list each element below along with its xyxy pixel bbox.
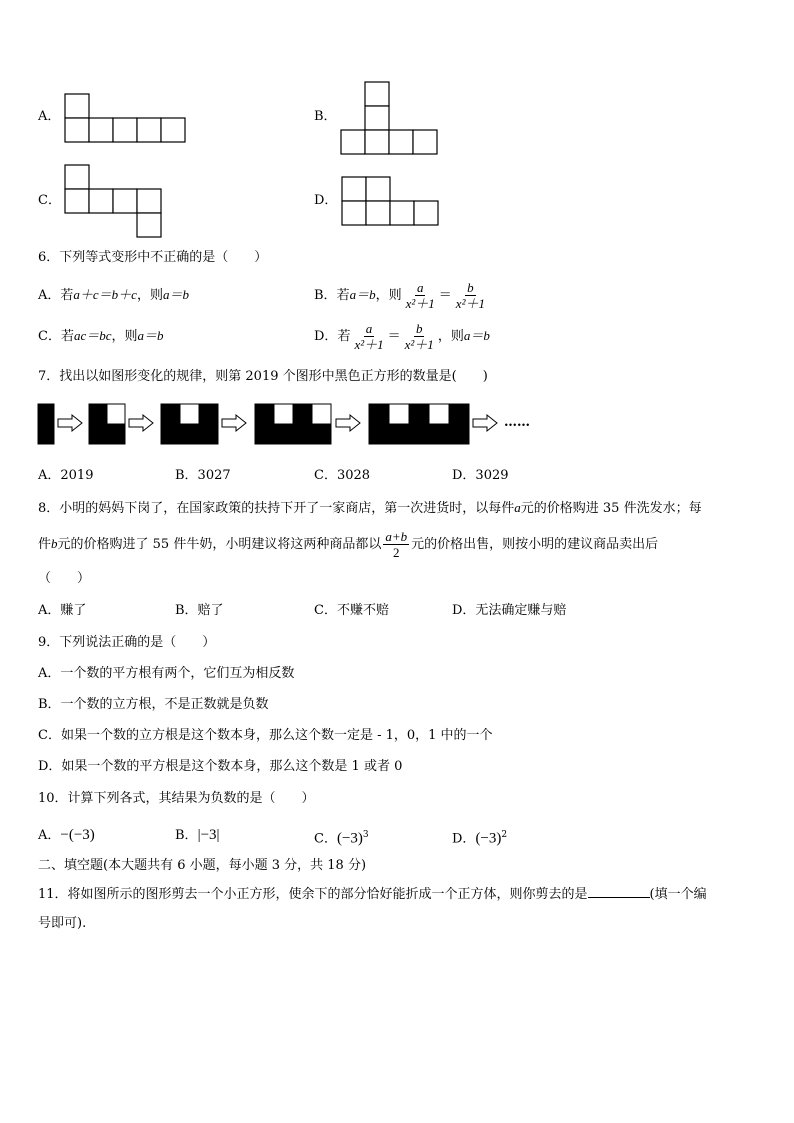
q7-option-b: B．3027 — [175, 468, 231, 483]
q9-stem: 9．下列说法正确的是（ ） — [38, 635, 216, 650]
q6-option-a — [38, 286, 189, 305]
q11-line-1-pre: 11．将如图所示的图形剪去一个小正方形，使余下的部分恰好能折成一个正方体，则你剪去的是 — [38, 887, 588, 902]
q8-fraction-denominator: 2 — [392, 545, 400, 560]
arrow-icon — [129, 415, 153, 431]
q6-b-left-numerator: a — [416, 280, 424, 295]
q8-option-a: A．赚了 — [38, 603, 87, 618]
q10-option-d — [452, 826, 507, 848]
q6-d-left-numerator: a — [365, 321, 373, 336]
q6-option-a-label: A． — [38, 288, 61, 303]
q11-line-1 — [38, 884, 707, 904]
q6-b-right-denominator: x²＋1 — [455, 296, 485, 311]
q11-line-2: 号即可). — [38, 916, 87, 931]
q8-line-3: （ ） — [38, 571, 91, 586]
q6-option-d — [314, 317, 490, 356]
q6-option-a-ze: ，则 — [136, 288, 163, 303]
section-2-heading: 二、填空题(本大题共有 6 小题，每小题 3 分，共 18 分) — [38, 858, 367, 873]
q9-option-a: A．一个数的平方根有两个，它们互为相反数 — [38, 666, 295, 681]
q10-option-a-expr: −(−3) — [60, 827, 95, 843]
q6-option-d-ze: ，则 — [437, 329, 464, 344]
q8-line-1 — [38, 499, 702, 518]
q7-option-c: C．3028 — [314, 468, 371, 483]
q10-option-d-expr: (−3) — [475, 830, 502, 847]
q6-option-a-result: a＝b — [162, 287, 189, 302]
q9-option-d: D．如果一个数的平方根是这个数本身，那么这个数是 1 或者 0 — [38, 759, 403, 774]
q10-stem: 10．计算下列各式，其结果为负数的是（ ） — [38, 791, 315, 806]
q5-option-b-net — [340, 81, 440, 157]
q7-ellipsis: …… — [504, 415, 530, 430]
q5-option-a-net — [64, 93, 188, 145]
q6-option-c-ze: ，则 — [111, 329, 138, 344]
q8-line-2-post: 元的价格出售，则按小明的建议商品卖出后 — [411, 537, 659, 552]
q5-option-a-label: A． — [38, 109, 61, 124]
q8-option-c: C．不赚不赔 — [314, 603, 389, 618]
q6-option-d-equals: ＝ — [387, 329, 401, 344]
q7-figure-1 — [38, 404, 54, 444]
q6-d-left-denominator: x²＋1 — [354, 337, 384, 352]
q10-option-a — [38, 826, 95, 845]
q10-option-a-label: A． — [38, 828, 61, 843]
arrow-icon — [58, 415, 82, 431]
q7-option-d: D．3029 — [452, 468, 509, 483]
q6-option-b-label: B． — [314, 288, 337, 303]
q6-option-b — [314, 276, 489, 315]
q8-var-b: b — [51, 536, 58, 551]
arrow-icon — [336, 415, 360, 431]
q9-option-b: B．一个数的立方根，不是正数就是负数 — [38, 697, 269, 712]
q6-option-b-fraction-right — [454, 280, 487, 311]
q6-option-d-fraction-right — [403, 321, 436, 352]
q8-line-1-post: 元的价格购进 35 件洗发水；每 — [520, 501, 702, 516]
q10-option-c-expr: (−3) — [336, 830, 363, 847]
q7-figure-2 — [89, 404, 125, 444]
q5-option-b-label: B． — [314, 109, 337, 124]
q8-fraction-numerator: a+b — [385, 529, 408, 544]
q10-option-b-label: B． — [175, 828, 198, 843]
q6-option-c-result: a＝b — [137, 328, 164, 343]
q6-option-d-ruo: 若 — [337, 329, 351, 344]
q5-option-c-net — [64, 164, 164, 240]
q6-d-right-numerator: b — [415, 321, 423, 336]
q11-line-1-post: (填一个编 — [649, 887, 707, 902]
q5-option-c-label: C． — [38, 193, 61, 208]
q6-option-c-expr: ac＝bc — [73, 328, 112, 343]
q6-option-c-ruo: 若 — [60, 329, 74, 344]
q6-stem: 6．下列等式变形中不正确的是（ ） — [38, 250, 268, 265]
q6-option-d-label: D． — [314, 329, 338, 344]
q6-option-b-expr: a＝b — [349, 287, 376, 302]
q6-option-d-fraction-left — [352, 321, 385, 352]
q6-option-b-equals: ＝ — [438, 288, 452, 303]
q6-option-a-ruo: 若 — [60, 288, 74, 303]
q6-b-right-numerator: b — [467, 280, 474, 295]
q6-option-a-expr: a＋c＝b＋c — [73, 287, 137, 302]
q10-option-c — [314, 826, 369, 848]
q7-stem: 7．找出以如图形变化的规律，则第 2019 个图形中黑色正方形的数量是( ) — [38, 369, 488, 384]
q8-var-a: a — [514, 500, 521, 515]
q10-option-c-label: C． — [314, 831, 337, 847]
q6-option-c-label: C． — [38, 329, 61, 344]
q6-b-left-denominator: x²＋1 — [405, 296, 435, 311]
q8-line-1-pre: 8．小明的妈妈下岗了，在国家政策的扶持下开了一家商店，第一次进货时，以每件 — [38, 501, 515, 516]
q7-figure-5 — [369, 404, 469, 444]
q8-line-2 — [38, 526, 658, 563]
q10-option-d-label: D． — [452, 831, 476, 847]
q8-line-2-mid: 元的价格购进了 55 件牛奶，小明建议将这两种商品都以 — [57, 537, 382, 552]
q8-line-2-pre: 件 — [38, 537, 52, 552]
q11-answer-blank[interactable] — [588, 884, 650, 898]
q6-d-right-denominator: x²＋1 — [404, 337, 434, 352]
q6-option-b-fraction-left — [404, 280, 437, 311]
q8-fraction — [383, 529, 409, 560]
q5-option-d-label: D． — [314, 193, 338, 208]
q7-option-a: A．2019 — [38, 468, 94, 483]
q6-option-b-ze: ，则 — [375, 288, 402, 303]
q10-option-b — [175, 826, 220, 845]
q8-option-b: B．赔了 — [175, 603, 224, 618]
q7-figure-3 — [161, 404, 218, 444]
q10-option-c-exponent: 3 — [362, 830, 369, 840]
q7-pattern-sequence — [36, 402, 546, 448]
q10-option-b-expr: |−3| — [197, 827, 220, 843]
q10-option-d-exponent: 2 — [501, 830, 508, 840]
q9-option-c: C．如果一个数的立方根是这个数本身，那么这个数一定是 - 1，0，1 中的一个 — [38, 728, 493, 743]
q5-option-d-net — [341, 176, 441, 228]
arrow-icon — [473, 415, 497, 431]
q8-option-d: D．无法确定赚与赔 — [452, 603, 567, 618]
q6-option-d-result: a＝b — [463, 328, 490, 343]
q7-figure-4 — [255, 404, 331, 444]
q6-option-c — [38, 327, 164, 346]
arrow-icon — [222, 415, 246, 431]
q6-option-b-ruo: 若 — [336, 288, 350, 303]
